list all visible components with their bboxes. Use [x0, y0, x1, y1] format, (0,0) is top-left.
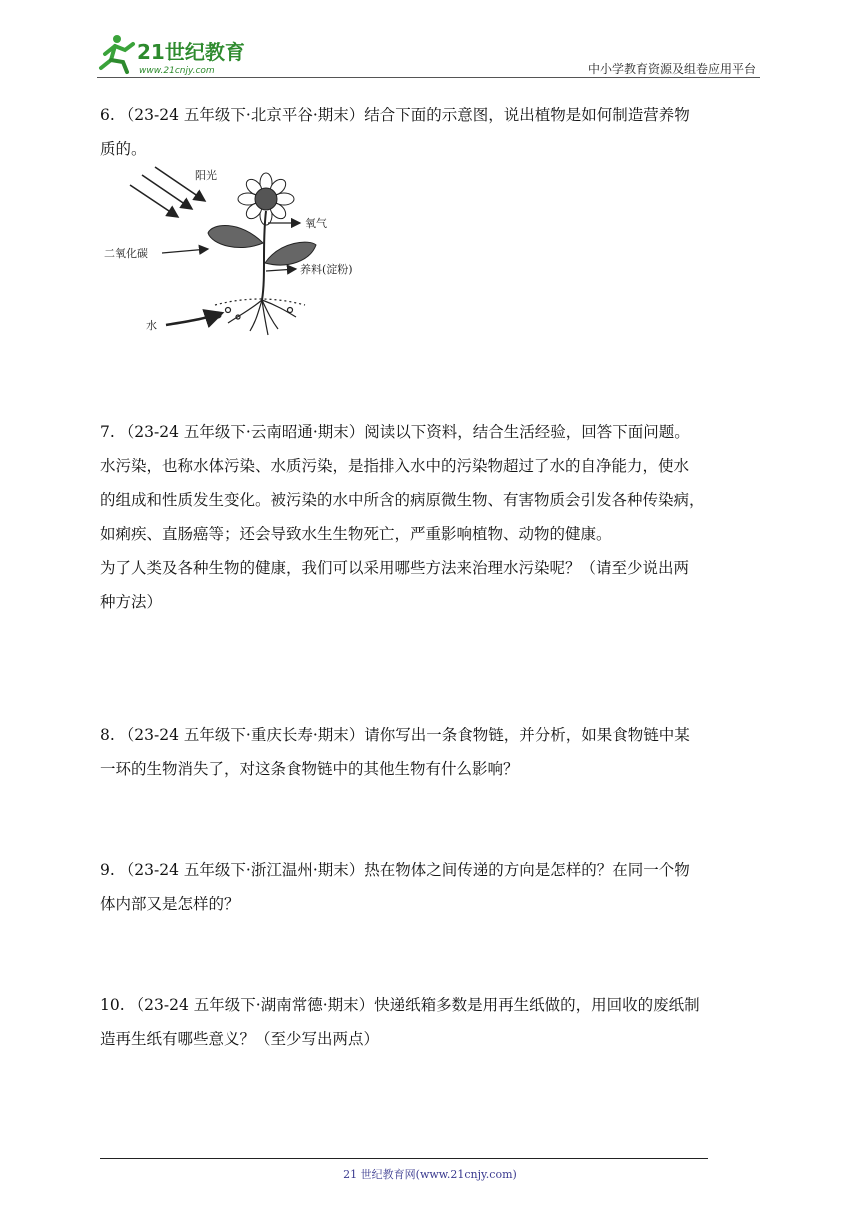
- question-9-line-1: [100, 853, 762, 887]
- label-oxygen: 氧气: [305, 217, 327, 230]
- label-sunlight: 阳光: [195, 169, 217, 182]
- runner-icon: [101, 35, 133, 72]
- platform-title: 中小学教育资源及组卷应用平台: [587, 62, 756, 76]
- question-6-line-1: [100, 98, 762, 132]
- question-6: [100, 98, 762, 166]
- question-text: 结合下面的示意图，说出植物是如何制造营养物: [364, 106, 690, 124]
- question-7-line-2: 水污染，也称水体污染、水质污染，是指排入水中的污染物超过了水的自净能力，使水: [100, 457, 690, 475]
- question-8-line-2: 一环的生物消失了，对这条食物链中的其他生物有什么影响？: [100, 760, 519, 778]
- question-8-line-1: [100, 718, 762, 752]
- nutrient-arrow: [266, 269, 296, 271]
- question-7: [100, 415, 762, 619]
- question-6-line-2: 质的。: [100, 140, 147, 158]
- photosynthesis-diagram: [100, 165, 360, 345]
- question-source: （23-24 五年级下·云南昭通·期末）: [118, 423, 365, 441]
- question-number: 9.: [100, 861, 115, 879]
- water-arrow: [166, 313, 222, 325]
- left-leaf-icon: [208, 225, 263, 247]
- logo-text: 21世纪教育: [137, 40, 245, 64]
- question-source: （23-24 五年级下·浙江温州·期末）: [118, 861, 365, 879]
- question-9: [100, 853, 762, 921]
- question-7-line-1: [100, 415, 762, 449]
- question-number: 8.: [100, 726, 115, 744]
- question-source: （23-24 五年级下·北京平谷·期末）: [118, 106, 365, 124]
- question-7-line-5: 为了人类及各种生物的健康，我们可以采用哪些方法来治理水污染呢？（请至少说出两: [100, 559, 690, 577]
- label-nutrient: 养料(淀粉): [300, 263, 353, 276]
- page-header: [97, 32, 760, 78]
- logo: [97, 32, 267, 76]
- question-source: （23-24 五年级下·湖南常德·期末）: [128, 996, 375, 1014]
- footer-divider: [100, 1158, 708, 1159]
- right-leaf-icon: [265, 242, 316, 265]
- label-water: 水: [146, 319, 157, 332]
- label-co2: 二氧化碳: [104, 247, 148, 260]
- question-10: [100, 988, 762, 1056]
- question-7-line-6: 种方法）: [100, 593, 163, 611]
- question-number: 7.: [100, 423, 115, 441]
- question-text: 快递纸箱多数是用再生纸做的，用回收的废纸制: [374, 996, 700, 1014]
- header-divider: [97, 77, 760, 78]
- question-9-line-2: 体内部又是怎样的？: [100, 895, 240, 913]
- question-10-line-1: [100, 988, 762, 1022]
- question-text: 热在物体之间传递的方向是怎样的？在同一个物: [364, 861, 690, 879]
- co2-arrow: [162, 249, 208, 253]
- stem: [262, 211, 266, 300]
- question-source: （23-24 五年级下·重庆长寿·期末）: [118, 726, 365, 744]
- sunlight-arrows-icon: [130, 167, 205, 217]
- question-10-line-2: 造再生纸有哪些意义？（至少写出两点）: [100, 1030, 380, 1048]
- question-text: 阅读以下资料，结合生活经验，回答下面问题。: [364, 423, 690, 441]
- footer-link[interactable]: 21 世纪教育网(www.21cnjy.com): [343, 1168, 517, 1181]
- question-7-line-4: 如痢疾、直肠癌等；还会导致水生生物死亡，严重影响植物、动物的健康。: [100, 525, 612, 543]
- logo-url: www.21cnjy.com: [139, 66, 215, 76]
- question-7-line-3: 的组成和性质发生变化。被污染的水中所含的病原微生物、有害物质会引发各种传染病，: [100, 491, 705, 509]
- question-number: 10.: [100, 996, 125, 1014]
- question-text: 请你写出一条食物链，并分析，如果食物链中某: [364, 726, 690, 744]
- question-number: 6.: [100, 106, 115, 124]
- question-8: [100, 718, 762, 786]
- roots-icon: [215, 299, 305, 335]
